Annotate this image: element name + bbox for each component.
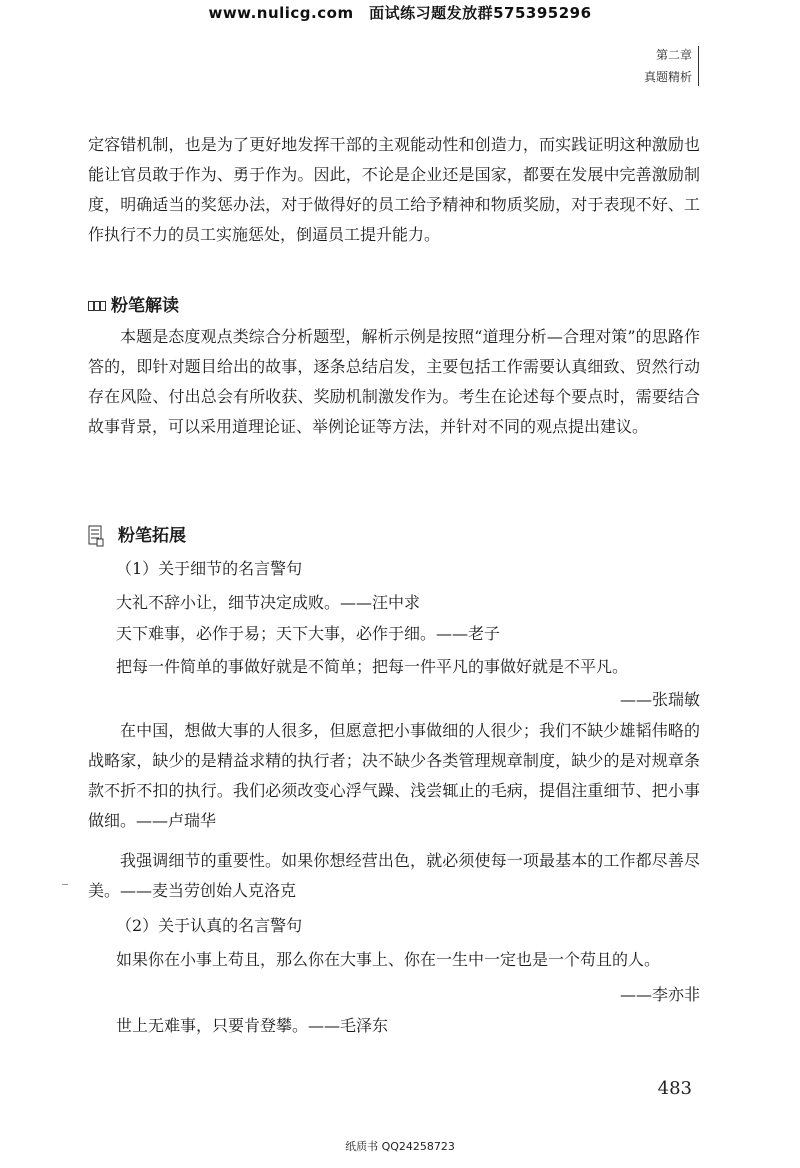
quote-attribution: ——张瑞敏	[619, 690, 700, 709]
margin-mark	[62, 884, 68, 885]
quote-line: 世上无难事，只要肯登攀。——毛泽东	[116, 1016, 389, 1035]
quote-attribution: ——李亦非	[619, 985, 700, 1004]
bookmark-icon	[88, 525, 104, 547]
body-paragraph-1: 定容错机制，也是为了更好地发挥干部的主观能动性和创造力，而实践证明这种激励也能让官员敢于作为、勇于作为。因此，不论是企业还是国家，都要在发展中完善激励制度，明确适当的奖惩办法，对于做得好的员工给予精神和物质奖励，对于表现不好、工作执行不力的员工实施惩处，倒逼员工提升能力。	[88, 135, 700, 244]
book-icon	[88, 300, 106, 312]
chapter-divider	[698, 46, 699, 86]
section-title: 粉笔拓展	[118, 526, 186, 546]
subheading-seriousness: （2）关于认真的名言警句	[116, 916, 303, 935]
page-footer: 纸质书 QQ24258723	[345, 1140, 455, 1153]
page-number: 483	[657, 1078, 692, 1099]
chapter-subtitle: 真题精析	[643, 70, 692, 84]
body-paragraph-3: 在中国，想做大事的人很多，但愿意把小事做细的人很少；我们不缺少雄韬伟略的战略家，缺少的是精益求精的执行者；决不缺少各类管理规章制度，缺少的是对规章条款不折不扣的执行。我们必须改变心浮气躁、浅尝辄止的毛病，提倡注重细节、把小事做细。——卢瑞华	[88, 721, 700, 830]
top-banner: www.nulicg.com 面试练习题发放群575395296	[208, 4, 592, 22]
quote-line: 如果你在小事上苟且，那么你在大事上、你在一生中一定也是一个苟且的人。	[116, 950, 661, 969]
section-heading-interpretation	[88, 292, 179, 320]
section-title: 粉笔解读	[111, 296, 179, 316]
section-heading-extension	[88, 522, 186, 550]
body-paragraph-4: 我强调细节的重要性。如果你想经营出色，就必须使每一项最基本的工作都尽善尽美。——麦当劳创始人克洛克	[88, 851, 700, 900]
quote-line: 把每一件简单的事做好就是不简单；把每一件平凡的事做好就是不平凡。	[116, 657, 629, 676]
chapter-header	[644, 44, 692, 88]
chapter-title: 第二章	[655, 48, 692, 62]
quote-line: 天下难事，必作于易；天下大事，必作于细。——老子	[116, 624, 501, 643]
subheading-details: （1）关于细节的名言警句	[116, 559, 303, 578]
body-paragraph-2: 本题是态度观点类综合分析题型，解析示例是按照“道理分析—合理对策”的思路作答的，即针对题目给出的故事，逐条总结启发，主要包括工作需要认真细致、贸然行动存在风险、付出总会有所收获、奖励机制激发作为。考生在论述每个要点时，需要结合故事背景，可以采用道理论证、举例论证等方法，并针对不同的观点提出建议。	[88, 327, 700, 436]
quote-line: 大礼不辞小让，细节决定成败。——汪中求	[116, 593, 421, 612]
